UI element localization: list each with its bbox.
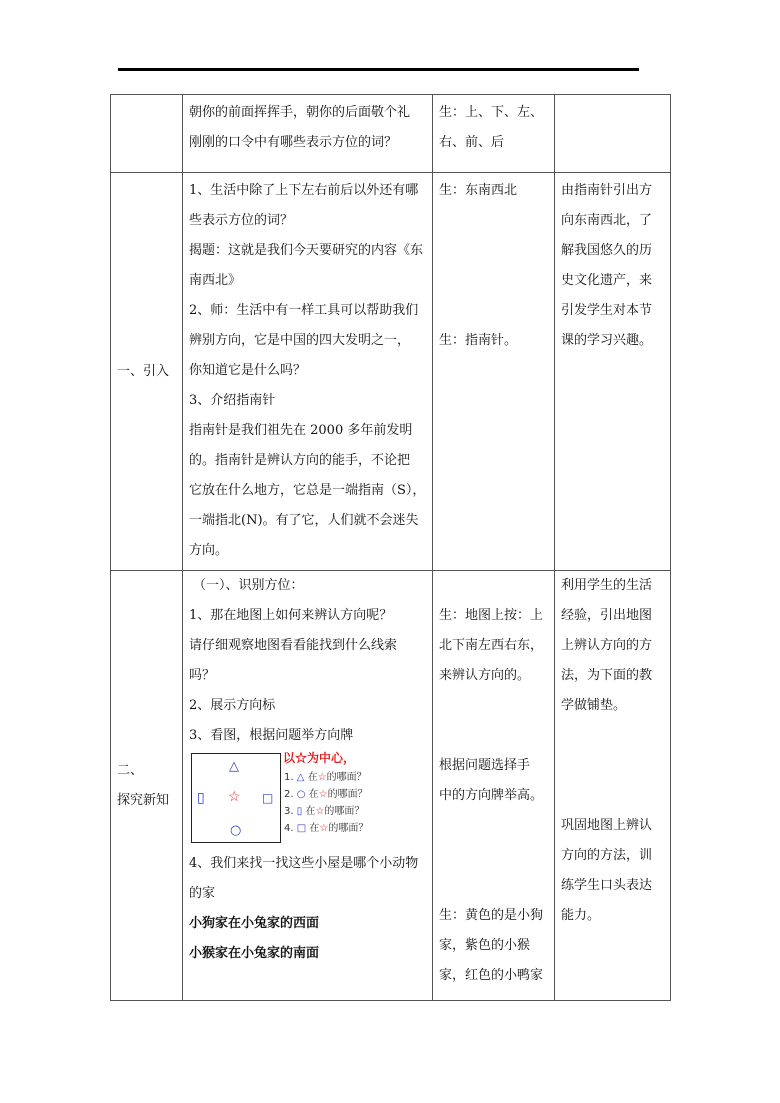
design-purpose-cell <box>555 571 671 1001</box>
star-icon: ☆ <box>228 789 241 805</box>
text-line: 巩固地图上辨认 <box>561 818 653 833</box>
stage-label: 二、 <box>117 762 144 778</box>
teacher-activity-cell <box>183 571 433 1001</box>
text-line: 3、介绍指南针 <box>189 393 276 408</box>
text-line: 3、看图，根据问题举方向牌 <box>189 728 354 743</box>
text-line: 朝你的前面挥挥手，朝你的后面敬个礼 <box>189 105 411 120</box>
design-purpose-cell <box>555 95 671 173</box>
question-number: 2. <box>284 789 294 800</box>
star-icon: ☆ <box>318 789 328 800</box>
text-line: 2、师：生活中有一样工具可以帮助我们 <box>189 303 419 318</box>
text-line: 引发学生对本节 <box>561 303 653 318</box>
lesson-plan-table <box>110 94 671 1001</box>
text-line: 由指南针引出方 <box>561 183 653 198</box>
text-line: 生：地图上按：上 <box>439 608 544 623</box>
question-item <box>284 820 368 837</box>
text-line: 学做铺垫。 <box>561 698 627 713</box>
question-number: 1. <box>284 772 294 783</box>
text-line: 课的学习兴趣。 <box>561 333 653 348</box>
direction-figure <box>189 753 426 845</box>
text-line-bold: 小猴家在小兔家的南面 <box>189 946 320 961</box>
triangle-icon: △ <box>229 759 239 774</box>
text-line: 南西北》 <box>189 273 242 288</box>
text-line: 练学生口头表达 <box>561 878 653 893</box>
text-line: 方向。 <box>189 543 229 558</box>
table-row-intro <box>111 173 671 571</box>
text-line: 解我国悠久的历 <box>561 243 653 258</box>
text-line: 生：上、下、左、 <box>439 105 544 120</box>
table-row-explore <box>111 571 671 1001</box>
text-line: 史文化遗产，来 <box>561 273 653 288</box>
stage-label: 探究新知 <box>117 792 170 808</box>
circle-icon: ○ <box>296 789 306 800</box>
text-line: 北下南左西右东， <box>439 638 544 653</box>
text-line: 吗？ <box>189 668 216 683</box>
map-box <box>191 753 281 843</box>
square-icon: □ <box>262 791 274 805</box>
text-line: 1、那在地图上如何来辨认方向呢？ <box>189 608 393 623</box>
text-line: （一）、识别方位： <box>193 578 304 593</box>
text-line: 根据问题选择手 <box>439 758 531 773</box>
text-line: 一端指北(N)。有了它，人们就不会迷失 <box>189 513 419 528</box>
star-icon: ☆ <box>317 772 327 783</box>
question-text: 在 <box>307 772 318 783</box>
star-icon: ☆ <box>315 806 325 817</box>
question-item <box>284 786 368 803</box>
text-line: 上辨认方向的方 <box>561 638 653 653</box>
rectangle-icon: ▯ <box>296 806 303 817</box>
figure-title: 以☆为中心， <box>283 751 356 765</box>
question-text: 的哪面？ <box>328 823 369 834</box>
text-line: 揭题：这就是我们今天要研究的内容《东 <box>189 243 424 258</box>
question-item <box>284 769 368 786</box>
text-line: 2、展示方向标 <box>189 698 276 713</box>
text-line: 生：指南针。 <box>439 333 518 348</box>
star-icon: ☆ <box>319 823 329 834</box>
student-activity-cell <box>433 173 555 571</box>
student-activity-cell <box>433 95 555 173</box>
text-line: 请仔细观察地图看看能找到什么线索 <box>189 638 398 653</box>
text-line: 它放在什么地方，它总是一端指南（S）， <box>189 483 426 498</box>
text-line: 的家 <box>189 886 216 901</box>
design-purpose-cell <box>555 173 671 571</box>
text-line: 刚刚的口令中有哪些表示方位的词？ <box>189 135 398 150</box>
text-line: 1、生活中除了上下左右前后以外还有哪 <box>189 183 419 198</box>
question-number: 3. <box>284 806 294 817</box>
triangle-icon: △ <box>296 772 305 783</box>
text-line-bold: 小狗家在小兔家的西面 <box>189 916 320 931</box>
rectangle-icon: ▯ <box>197 790 205 806</box>
text-line: 向东南西北，了 <box>561 213 653 228</box>
text-line: 来辨认方向的。 <box>439 668 531 683</box>
text-line: 右、前、后 <box>439 135 505 150</box>
table-row-intro-continued <box>111 95 671 173</box>
question-item <box>284 803 368 820</box>
text-line: 家，紫色的小猴 <box>439 938 531 953</box>
question-text: 的哪面？ <box>326 772 367 783</box>
question-text: 的哪面？ <box>327 789 368 800</box>
teacher-activity-cell <box>183 173 433 571</box>
text-line: 辨别方向，它是中国的四大发明之一， <box>189 333 411 348</box>
teacher-activity-cell <box>183 95 433 173</box>
stage-cell-intro: 一、引入 <box>111 173 183 571</box>
text-line: 能力。 <box>561 908 601 923</box>
text-line: 生：东南西北 <box>439 183 518 198</box>
text-line: 你知道它是什么吗？ <box>189 363 307 378</box>
text-line: 4、我们来找一找这些小屋是哪个小动物 <box>189 856 419 871</box>
stage-cell <box>111 95 183 173</box>
question-text: 在 <box>305 806 316 817</box>
circle-icon: ○ <box>230 823 242 838</box>
text-line: 家，红色的小鸭家 <box>439 968 544 983</box>
text-line: 经验，引出地图 <box>561 608 653 623</box>
square-icon: □ <box>296 823 307 834</box>
text-line: 生：黄色的是小狗 <box>439 908 544 923</box>
text-line: 的。指南针是辨认方向的能手，不论把 <box>189 453 411 468</box>
question-number: 4. <box>284 823 294 834</box>
question-text: 在 <box>309 823 320 834</box>
text-line: 利用学生的生活 <box>561 578 653 593</box>
text-line: 中的方向牌举高。 <box>439 788 544 803</box>
stage-cell-explore <box>111 571 183 1001</box>
student-activity-cell <box>433 571 555 1001</box>
question-list <box>284 769 368 837</box>
text-line: 方向的方法，训 <box>561 848 653 863</box>
text-line: 法，为下面的教 <box>561 668 653 683</box>
text-line: 指南针是我们祖先在 2000 多年前发明 <box>189 423 413 438</box>
question-text: 在 <box>308 789 319 800</box>
header-rule <box>118 68 639 71</box>
text-line: 些表示方位的词？ <box>189 213 294 228</box>
question-text: 的哪面？ <box>324 806 365 817</box>
